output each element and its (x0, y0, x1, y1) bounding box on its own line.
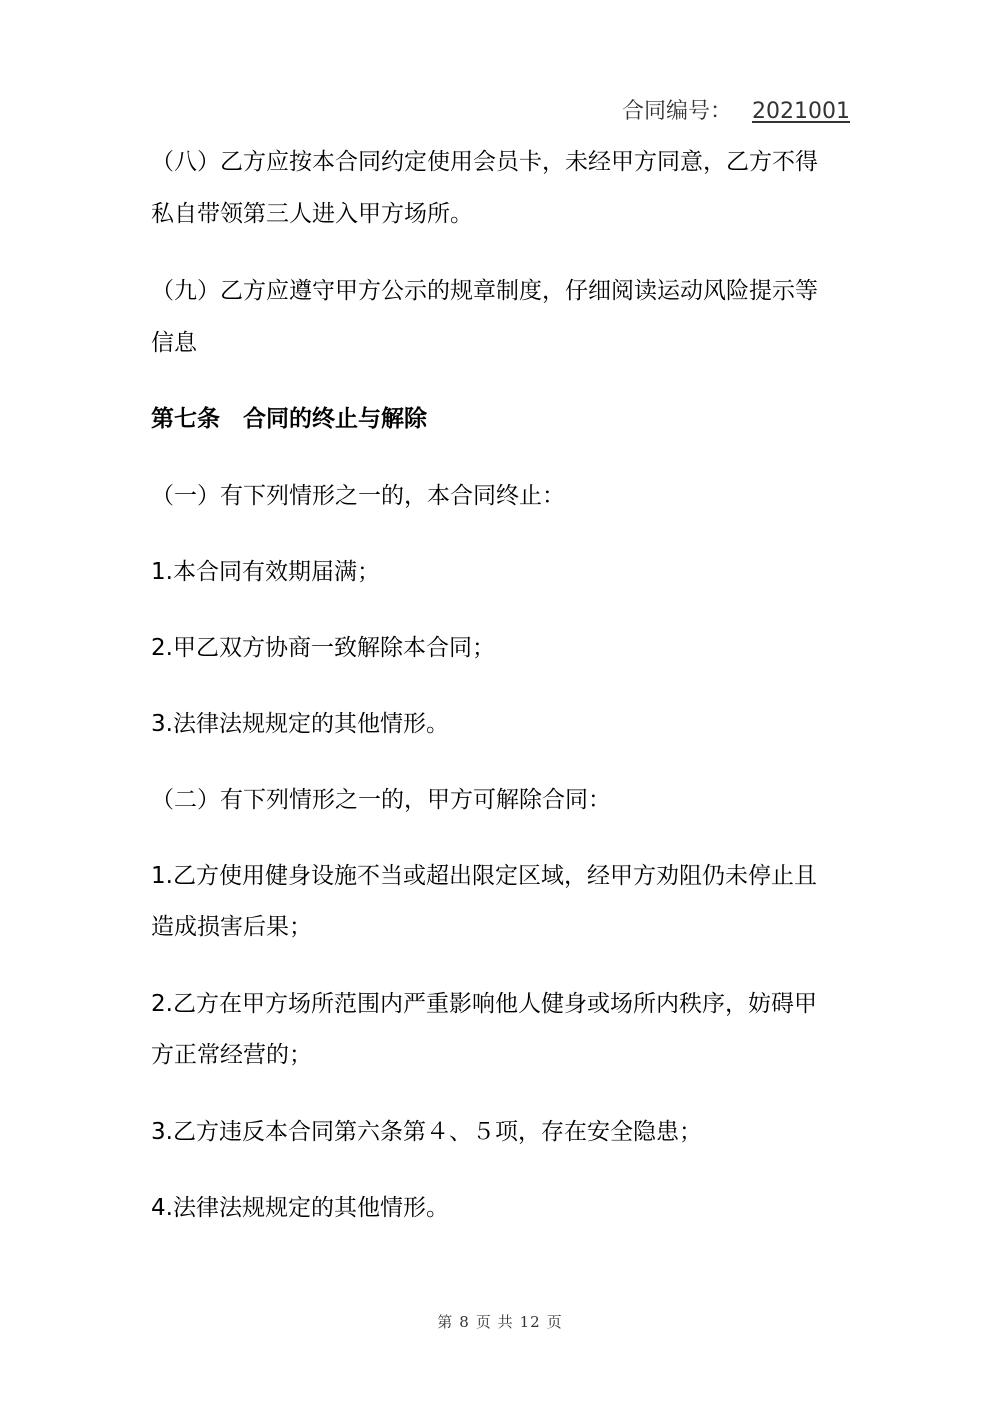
section-1-item-3: 3.法律法规规定的其他情形。 (151, 711, 449, 737)
clause-8-line-2: 私自带领第三人进入甲方场所。 (151, 201, 473, 227)
section-2-item-4: 4.法律法规规定的其他情形。 (151, 1195, 449, 1221)
clause-9-line-2: 信息 (151, 330, 197, 356)
section-2-item-1-line-2: 造成损害后果； (151, 914, 312, 940)
contract-number-header (622, 96, 850, 128)
article-7-heading: 第七条 合同的终止与解除 (151, 406, 427, 432)
footer-page-number: 8 (459, 1313, 470, 1331)
section-2-item-1-line-1: 1.乙方使用健身设施不当或超出限定区域，经甲方劝阻仍未停止且 (151, 863, 817, 889)
contract-number-value: 2021001 (752, 99, 850, 124)
clause-9-line-1: （九）乙方应遵守甲方公示的规章制度，仔细阅读运动风险提示等 (151, 278, 818, 304)
footer-suffix: 页 (546, 1313, 563, 1331)
section-2-intro: （二）有下列情形之一的，甲方可解除合同： (151, 787, 611, 813)
section-1-intro: （一）有下列情形之一的，本合同终止： (151, 483, 565, 509)
section-1-item-1: 1.本合同有效期届满； (151, 559, 380, 585)
section-2-item-3: 3.乙方违反本合同第六条第４、５项，存在安全隐患； (151, 1119, 702, 1145)
footer-total-pages: 12 (519, 1313, 541, 1331)
section-2-item-2-line-1: 2.乙方在甲方场所范围内严重影响他人健身或场所内秩序，妨碍甲 (151, 991, 817, 1017)
footer-prefix: 第 (437, 1313, 454, 1331)
section-2-item-2-line-2: 方正常经营的； (151, 1042, 312, 1068)
page-footer (0, 1311, 1000, 1332)
section-1-item-2: 2.甲乙双方协商一致解除本合同； (151, 635, 495, 661)
clause-8-line-1: （八）乙方应按本合同约定使用会员卡，未经甲方同意，乙方不得 (151, 149, 818, 175)
contract-number-label: 合同编号： (622, 99, 733, 124)
footer-middle: 页 共 (475, 1313, 514, 1331)
